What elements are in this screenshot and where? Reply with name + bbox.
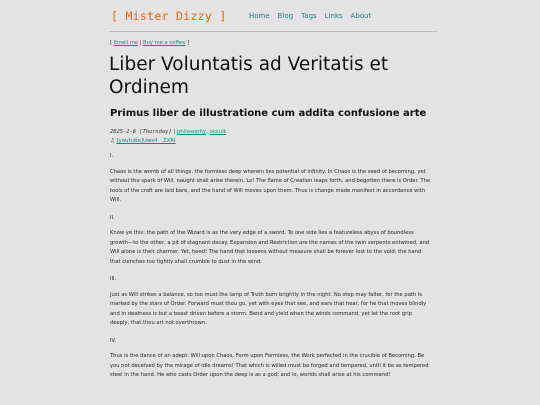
main-nav [249,12,371,20]
post-date: 2025-2-6 [Thursday] [110,129,172,135]
contact-links [110,40,189,46]
youtube-link[interactable]: [youtube]Uws4__ZXRI [116,138,176,144]
tag-occult[interactable]: occult [209,129,226,135]
nav-tags[interactable]: Tags [301,12,317,20]
post-subtitle: Primus liber de illustratione cum addita confusione arte [110,108,427,119]
post-title: Liber Voluntatis ad Veritatis et Ordinem [109,54,389,98]
tag-philosophy[interactable]: philosophy [176,129,207,135]
section-numeral: III. [110,276,117,282]
section-paragraph: Just as Will strikes a balance, so too must the lamp of Truth burn brightly in the night. No step may falter, for the path is marked by the stars of Order. Forward must thou go, yet with eyes that see, and ears that hear, for he that moves blindly and in deafness is but a beast driven before a storm. Bend and yield when the winds command, yet let the root grip deeply, that thou art not overthrown. [110,291,427,326]
music-note-icon: ♫ [110,138,115,144]
link-separator: | [139,40,142,46]
section-numeral: II. [110,214,115,221]
section-paragraph: Know ye this: the path of the Wizard is as the very edge of a sword. To one side lies a featureless abyss of boundless growth—to the other, a pit of stagnant decay. Expansion and Restriction are the names of the twin serpents entwined, and Will alone is their charmer. Yet, heed! The hand that loosens without measure shall be forever lost to the void; the hand that clenches too tightly shall crumble to dust in the wind. [110,230,430,265]
section-paragraph: Thus is the dance of an adept: Will upon Chaos, Form upon Formless, the Work perfected in the crucible of Becoming. Be you not deceived by the mirage of idle dreams! That which is willed must be forged and tempered, until it be as tempered steel in the hand. He who casts Order upon the deep is as a god; and lo, worlds shall arise at his command! [110,353,429,378]
nav-blog[interactable]: Blog [277,12,294,20]
section-numeral: IV. [110,337,117,344]
nav-home[interactable]: Home [249,12,270,20]
bracket-open: [ [110,40,113,46]
nav-about[interactable]: About [350,12,372,20]
post-body [110,152,432,381]
bracket-close: ] [186,40,190,46]
section-paragraph: Chaos is the womb of all things, the formless deep wherein lies potential of infinity. In Chaos is the seed of becoming, yet without the spark of Will, naught shall arise therein. Lo! The flame of Creation leaps forth, and begotten there is Order. The tools of the craft are laid bare, and the hand of Will moves upon them. Thus is change made manifest in accordance with Will. [110,168,431,203]
tag-separator: | [173,129,176,135]
section-numeral: I. [110,153,114,159]
email-link[interactable]: Email me [113,40,138,46]
nav-links[interactable]: Links [324,12,343,20]
coffee-link[interactable]: Buy me a coffee [143,40,186,46]
post-meta: 2025-2-6 [Thursday] | philosophy, occult ♫ [youtube]Uws4__ZXRI [110,129,226,144]
site-brand[interactable]: [ Mister Dizzy ] [111,9,227,23]
site-header [109,0,437,32]
